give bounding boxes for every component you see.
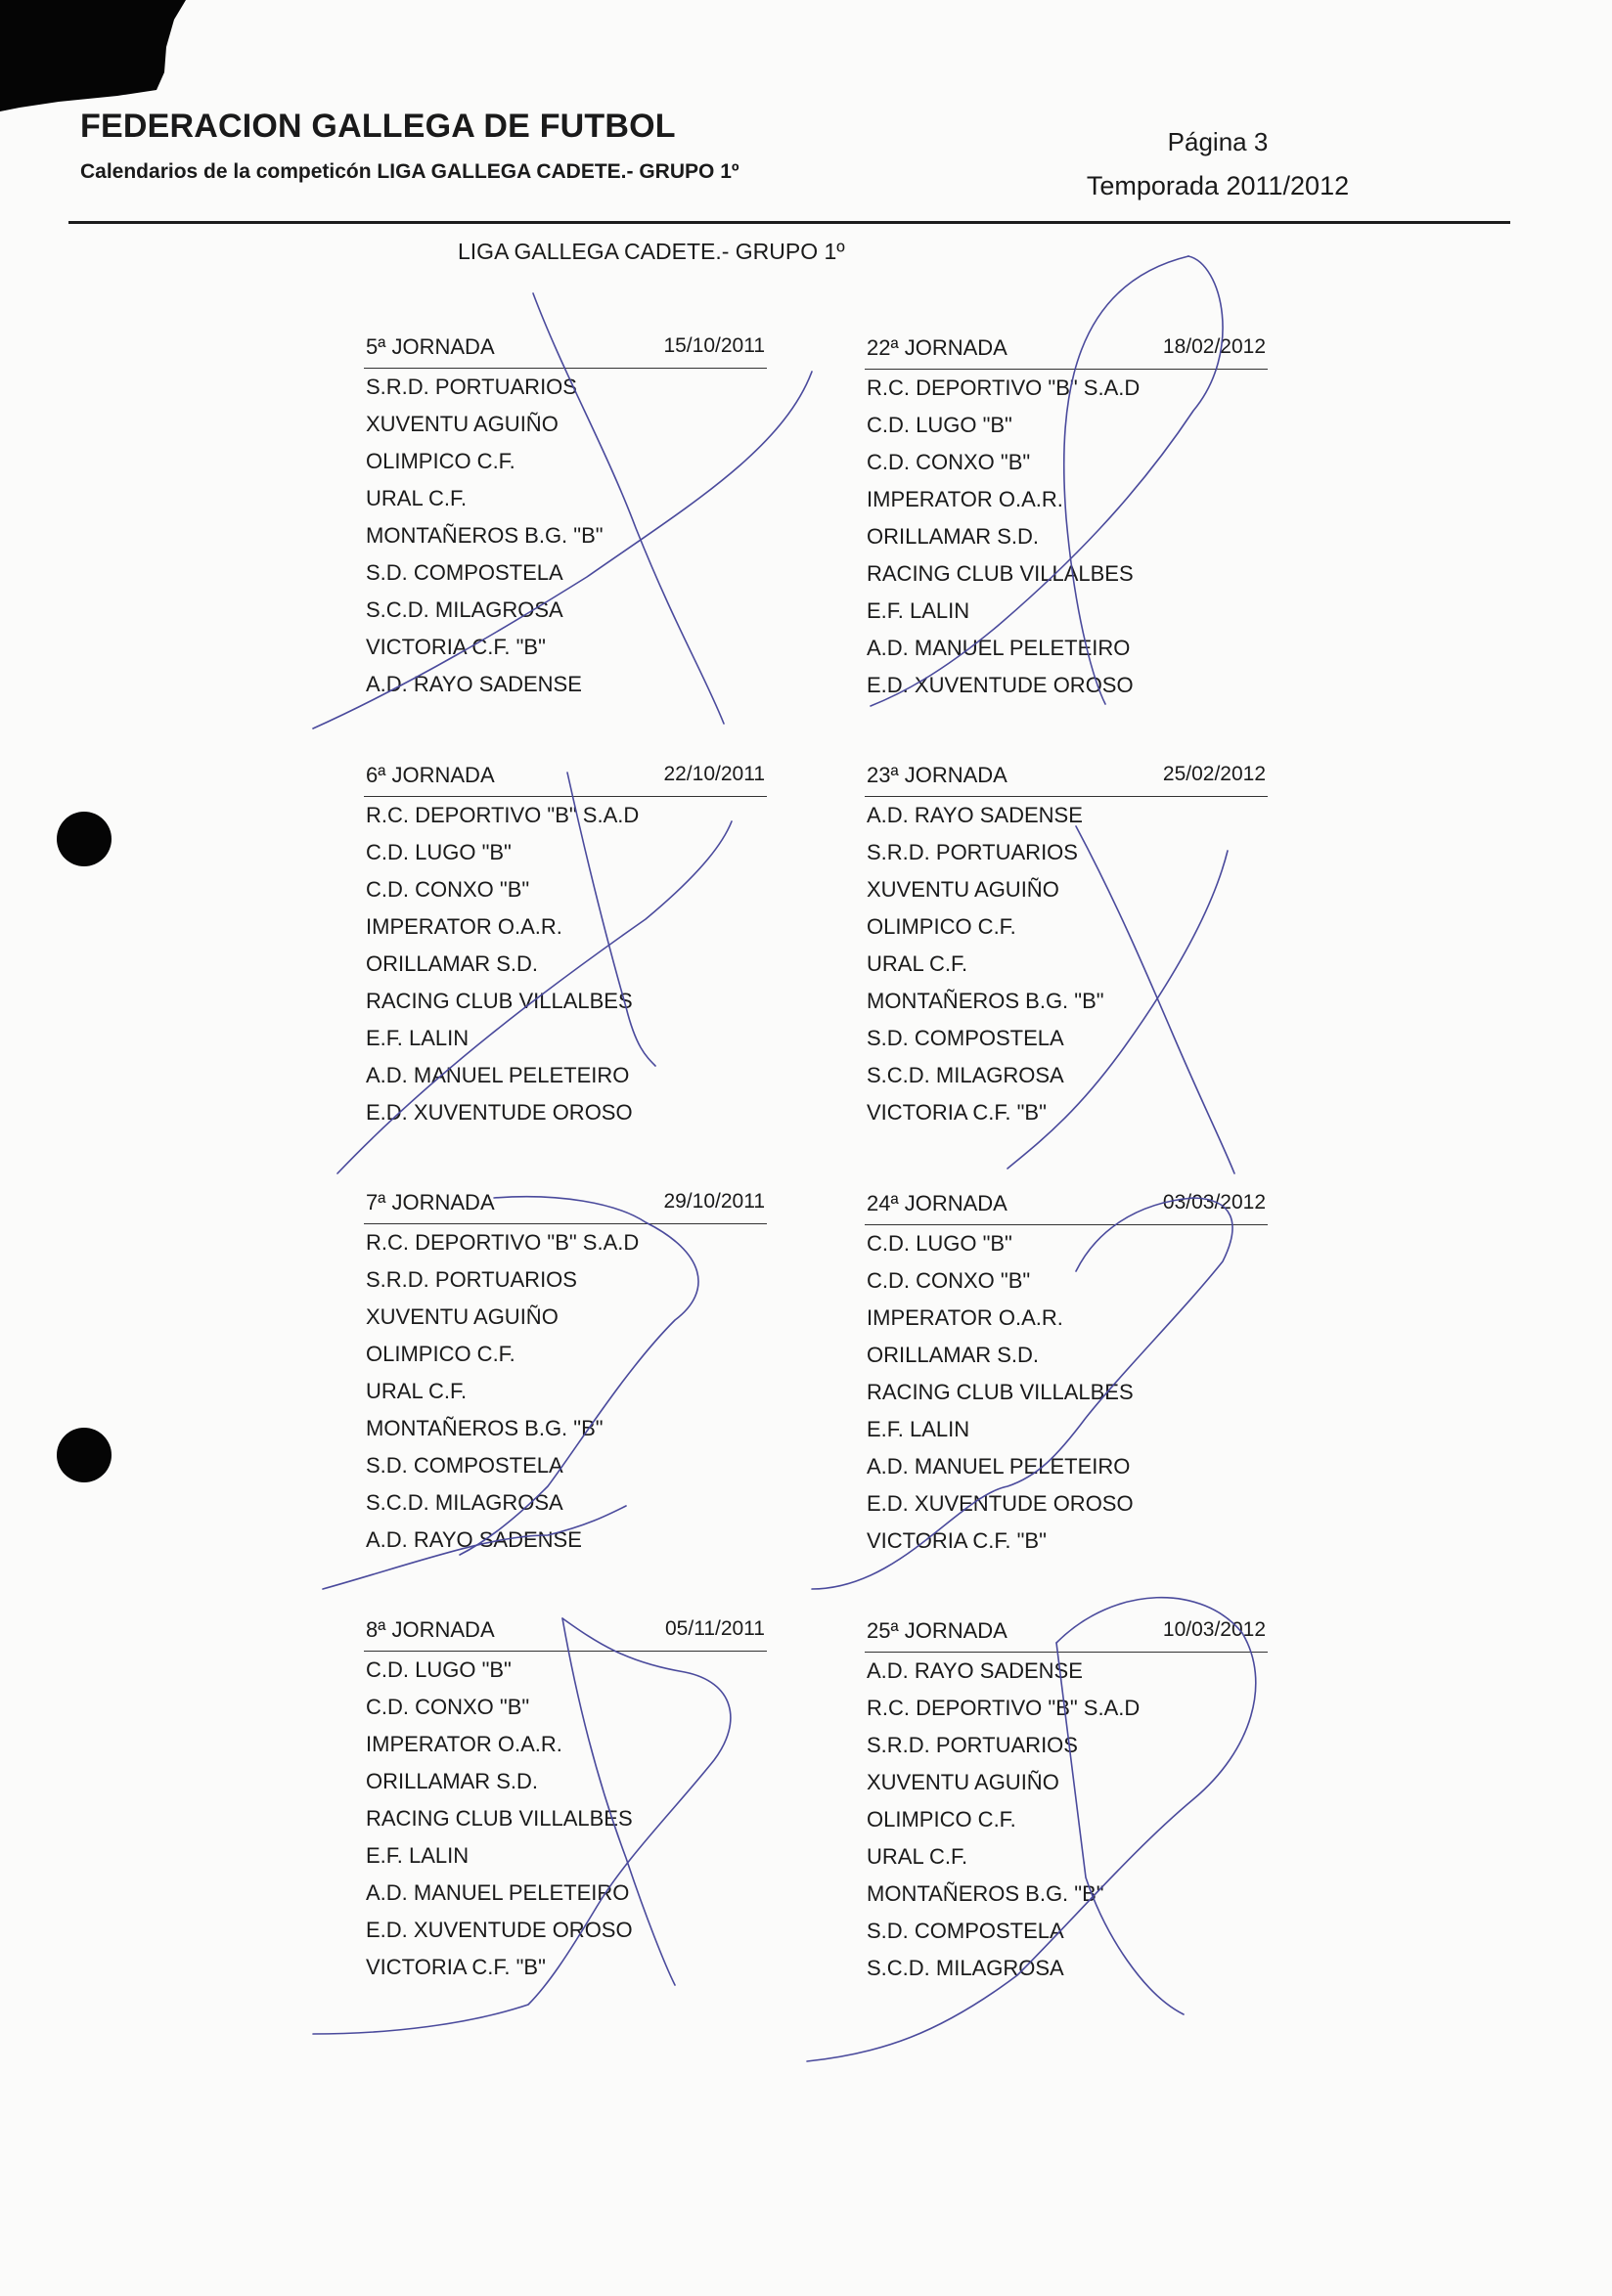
team-name: S.D. COMPOSTELA [867,1919,1064,1943]
team-name: S.C.D. MILAGROSA [867,1956,1064,1980]
page-number: Página 3 [1167,127,1269,156]
team-name: S.R.D. PORTUARIOS [867,1733,1078,1757]
team-name: C.D. LUGO "B" [366,840,512,864]
jornada-label: 7ª JORNADA [366,1190,495,1214]
page-info [1056,127,1379,201]
team-name: C.D. CONXO "B" [867,450,1031,474]
team-name: R.C. DEPORTIVO "B" S.A.D [867,375,1141,400]
team-name: R.C. DEPORTIVO "B" S.A.D [366,803,640,827]
team-name: E.F. LALIN [366,1026,470,1050]
team-name: XUVENTU AGUIÑO [366,1304,559,1329]
jornada-label: 8ª JORNADA [366,1617,495,1642]
team-name: ORILLAMAR S.D. [366,951,539,976]
federation-title: FEDERACION GALLEGA DE FUTBOL [80,108,676,145]
team-name: IMPERATOR O.A.R. [867,1305,1063,1330]
team-name: S.R.D. PORTUARIOS [366,1267,577,1292]
team-name: S.D. COMPOSTELA [366,1453,563,1478]
team-name: A.D. RAYO SADENSE [867,1658,1083,1683]
team-list [364,369,767,703]
team-name: E.F. LALIN [867,1417,970,1441]
team-name: A.D. RAYO SADENSE [366,1527,582,1552]
scan-corner-shadow [0,0,186,117]
team-name: S.C.D. MILAGROSA [867,1063,1064,1087]
jornada-date: 15/10/2011 [663,334,765,357]
team-name: URAL C.F. [366,1379,468,1403]
team-name: E.D. XUVENTUDE OROSO [366,1100,633,1125]
team-name: E.D. XUVENTUDE OROSO [867,673,1134,697]
team-name: VICTORIA C.F. "B" [366,635,546,659]
team-name: A.D. MANUEL PELETEIRO [867,1454,1131,1479]
team-name: E.F. LALIN [366,1843,470,1868]
jornada-block [364,763,767,1131]
team-list [364,797,767,1131]
jornada-header [865,1618,1268,1653]
team-name: C.D. CONXO "B" [366,1695,530,1719]
team-name: S.C.D. MILAGROSA [366,1490,563,1515]
jornada-header [865,335,1268,370]
team-list [865,1225,1268,1560]
team-name: VICTORIA C.F. "B" [366,1955,546,1979]
team-list [865,797,1268,1131]
team-name: MONTAÑEROS B.G. "B" [867,989,1104,1013]
team-name: S.R.D. PORTUARIOS [366,375,577,399]
jornada-header [865,1191,1268,1225]
jornada-block [364,334,767,703]
team-name: A.D. MANUEL PELETEIRO [366,1880,630,1905]
team-name: VICTORIA C.F. "B" [867,1100,1047,1125]
team-list [865,370,1268,704]
team-name: A.D. RAYO SADENSE [867,803,1083,827]
team-name: E.F. LALIN [867,598,970,623]
header-divider [68,221,1510,224]
jornada-header [364,763,767,797]
team-name: C.D. LUGO "B" [867,413,1012,437]
team-list [364,1224,767,1559]
jornada-date: 18/02/2012 [1162,335,1266,358]
jornada-block [865,763,1268,1131]
jornada-label: 22ª JORNADA [867,335,1008,360]
team-name: OLIMPICO C.F. [867,1807,1016,1832]
section-title: LIGA GALLEGA CADETE.- GRUPO 1º [458,239,845,264]
team-name: IMPERATOR O.A.R. [366,1732,562,1756]
team-name: S.D. COMPOSTELA [867,1026,1064,1050]
team-name: ORILLAMAR S.D. [867,1343,1040,1367]
team-name: R.C. DEPORTIVO "B" S.A.D [366,1230,640,1255]
jornada-header [865,763,1268,797]
jornada-block [865,1618,1268,1987]
team-name: C.D. CONXO "B" [867,1268,1031,1293]
jornada-label: 25ª JORNADA [867,1618,1008,1643]
team-name: E.D. XUVENTUDE OROSO [867,1491,1134,1516]
jornada-date: 10/03/2012 [1162,1618,1266,1641]
team-name: RACING CLUB VILLALBES [366,1806,633,1831]
jornada-block [364,1190,767,1559]
team-name: OLIMPICO C.F. [867,914,1016,939]
team-name: MONTAÑEROS B.G. "B" [867,1881,1104,1906]
team-name: RACING CLUB VILLALBES [366,989,633,1013]
competition-subtitle: Calendarios de la competicón LIGA GALLEGA CADETE.- GRUPO 1º [80,160,739,183]
jornada-label: 23ª JORNADA [867,763,1008,787]
team-name: A.D. MANUEL PELETEIRO [366,1063,630,1087]
team-name: RACING CLUB VILLALBES [867,561,1134,586]
team-name: A.D. RAYO SADENSE [366,672,582,696]
team-name: MONTAÑEROS B.G. "B" [366,1416,604,1440]
jornada-block [364,1617,767,1986]
jornada-date: 29/10/2011 [663,1190,765,1213]
team-name: OLIMPICO C.F. [366,1342,515,1366]
team-name: S.R.D. PORTUARIOS [867,840,1078,864]
team-name: C.D. LUGO "B" [867,1231,1012,1256]
jornada-date: 05/11/2011 [665,1617,765,1640]
document-header [80,110,739,184]
team-name: ORILLAMAR S.D. [867,524,1040,549]
jornada-label: 5ª JORNADA [366,334,495,359]
punch-hole-bottom [57,1428,112,1482]
team-name: R.C. DEPORTIVO "B" S.A.D [867,1696,1141,1720]
team-name: IMPERATOR O.A.R. [366,914,562,939]
team-name: URAL C.F. [867,1844,968,1869]
jornada-header [364,1190,767,1224]
team-name: OLIMPICO C.F. [366,449,515,473]
team-name: XUVENTU AGUIÑO [867,877,1059,902]
jornada-date: 03/03/2012 [1162,1191,1266,1214]
team-name: S.C.D. MILAGROSA [366,597,563,622]
jornada-date: 25/02/2012 [1162,763,1266,785]
team-name: VICTORIA C.F. "B" [867,1528,1047,1553]
jornada-header [364,1617,767,1652]
jornada-date: 22/10/2011 [663,763,765,785]
team-name: XUVENTU AGUIÑO [867,1770,1059,1794]
team-name: ORILLAMAR S.D. [366,1769,539,1793]
season-label: Temporada 2011/2012 [1086,171,1350,200]
team-name: A.D. MANUEL PELETEIRO [867,636,1131,660]
team-name: MONTAÑEROS B.G. "B" [366,523,604,548]
team-name: XUVENTU AGUIÑO [366,412,559,436]
team-name: C.D. LUGO "B" [366,1657,512,1682]
punch-hole-top [57,812,112,866]
team-name: S.D. COMPOSTELA [366,560,563,585]
jornada-block [865,1191,1268,1560]
team-list [364,1652,767,1986]
jornada-label: 6ª JORNADA [366,763,495,787]
team-name: URAL C.F. [867,951,968,976]
team-name: RACING CLUB VILLALBES [867,1380,1134,1404]
team-name: URAL C.F. [366,486,468,510]
jornada-block [865,335,1268,704]
jornada-header [364,334,767,369]
jornada-label: 24ª JORNADA [867,1191,1008,1215]
team-name: IMPERATOR O.A.R. [867,487,1063,511]
team-list [865,1653,1268,1987]
team-name: E.D. XUVENTUDE OROSO [366,1918,633,1942]
team-name: C.D. CONXO "B" [366,877,530,902]
